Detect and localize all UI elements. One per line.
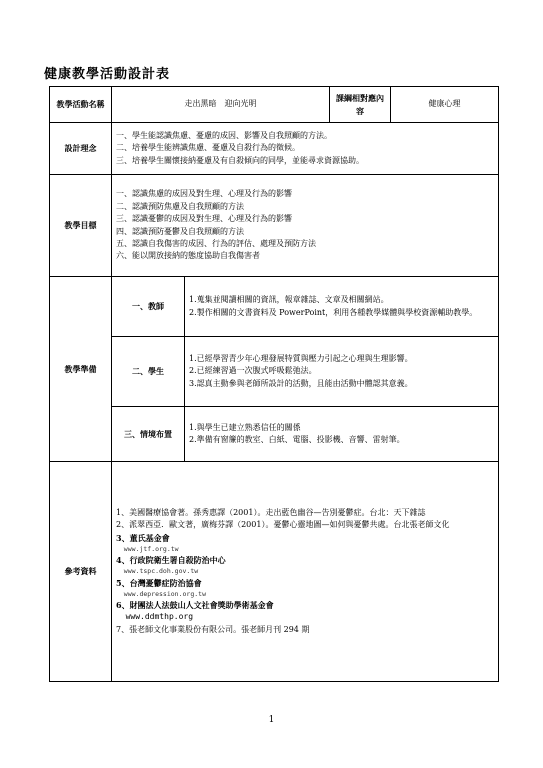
refs-label: 參考資料 xyxy=(50,462,112,682)
prep-student-label: 二、學生 xyxy=(112,337,185,407)
ref-url: www.ddmthp.org xyxy=(125,612,194,622)
prep-teacher-item: 1.蒐集並閱讀相關的資訊，報章雜誌、文章及相關網站。 xyxy=(189,295,389,305)
page-title: 健康教學活動設計表 xyxy=(44,67,171,82)
prep-student-item: 1.已經學習青少年心理發展特質與壓力引起之心理與生理影響。 xyxy=(189,353,413,363)
goal-line: 三、認識憂鬱的成因及對生理、心理及行為的影響 xyxy=(116,214,292,224)
refs-content xyxy=(112,462,499,682)
prep-setting-row xyxy=(50,407,499,462)
ref-item: 1、美國醫療協會著。孫秀惠譯（2001）。走出藍色幽谷—告別憂鬱症。台北：天下雜誌 xyxy=(116,507,426,517)
header-row xyxy=(50,87,499,123)
goal-line: 六、能以開放接納的態度協助自我傷害者 xyxy=(116,251,260,261)
prep-student-row xyxy=(50,337,499,407)
design-row xyxy=(50,123,499,175)
goal-line: 四、認識預防憂鬱及自我照顧的方法 xyxy=(116,226,244,236)
ref-url: www.jtf.org.tw xyxy=(123,545,179,554)
ref-item: 3、董氏基金會 xyxy=(116,532,170,543)
outline-value: 健康心理 xyxy=(391,87,499,123)
prep-teacher-item: 2.製作相關的文書資料及 PowerPoint，利用各種教學媒體與學校資源輔助教學。 xyxy=(189,307,478,317)
ref-item: 7、張老師文化事業股份有限公司。張老師月刊 294 期 xyxy=(116,624,310,634)
goals-label: 教學目標 xyxy=(50,175,112,277)
prep-student-content xyxy=(185,337,499,407)
ref-item: 4、行政院衛生署自殺防治中心 xyxy=(116,555,226,566)
design-label: 設計理念 xyxy=(50,123,112,175)
prep-teacher-content xyxy=(185,277,499,337)
ref-item: 2、派翠西亞．歐文著，廣梅芬譯（2001）。憂鬱心靈地圖—如何與憂鬱共處。台北張老師文化 xyxy=(116,520,450,530)
prep-teacher-label: 一、教師 xyxy=(112,277,185,337)
lesson-plan-table xyxy=(49,86,499,682)
goal-line: 一、認識焦慮的成因及對生理、心理及行為的影響 xyxy=(116,189,292,199)
design-content xyxy=(112,123,499,175)
activity-name-value: 走出黑暗 迎向光明 xyxy=(112,87,330,123)
outline-label: 課綱相對應內容 xyxy=(330,87,391,123)
prep-student-item: 2.已經練習過一次腹式呼吸鬆弛法。 xyxy=(189,366,317,376)
page-number: 1 xyxy=(268,715,275,725)
prep-teacher-row xyxy=(50,277,499,337)
ref-url: www.tspc.doh.gov.tw xyxy=(123,567,199,576)
prep-setting-item: 2.準備有窗簾的教室、白紙、電腦、投影機、音響、雷射筆。 xyxy=(189,435,405,444)
design-line: 二、培養學生能辨識焦慮、憂慮及自殺行為的徵候。 xyxy=(116,143,300,153)
prep-setting-label: 三、情境布置 xyxy=(112,407,185,462)
goals-row xyxy=(50,175,499,277)
design-line: 一、學生能認識焦慮、憂慮的成因、影響及自我照顧的方法。 xyxy=(116,130,332,140)
refs-row xyxy=(50,462,499,682)
goal-line: 五、認識自我傷害的成因、行為的評估、處理及預防方法 xyxy=(116,238,316,248)
ref-url: www.depression.org.tw xyxy=(123,589,206,598)
ref-item: 6、財團法人法鼓山人文社會獎助學術基金會 xyxy=(116,599,274,610)
activity-name-label: 教學活動名稱 xyxy=(50,87,112,123)
prep-label: 教學準備 xyxy=(50,277,112,462)
prep-student-item: 3.認真主動參與老師所設計的活動，且能由活動中體認其意義。 xyxy=(189,378,413,388)
prep-setting-item: 1.與學生已建立熟悉信任的關係 xyxy=(189,422,301,432)
design-line: 三、培養學生關懷接納憂慮及有自殺傾向的同學，並能尋求資源協助。 xyxy=(116,155,364,165)
ref-item: 5、台灣憂鬱症防治協會 xyxy=(116,577,202,588)
goal-line: 二、認識預防焦慮及自我照顧的方法 xyxy=(116,201,244,211)
prep-setting-content xyxy=(185,407,499,462)
goals-content xyxy=(112,175,499,277)
